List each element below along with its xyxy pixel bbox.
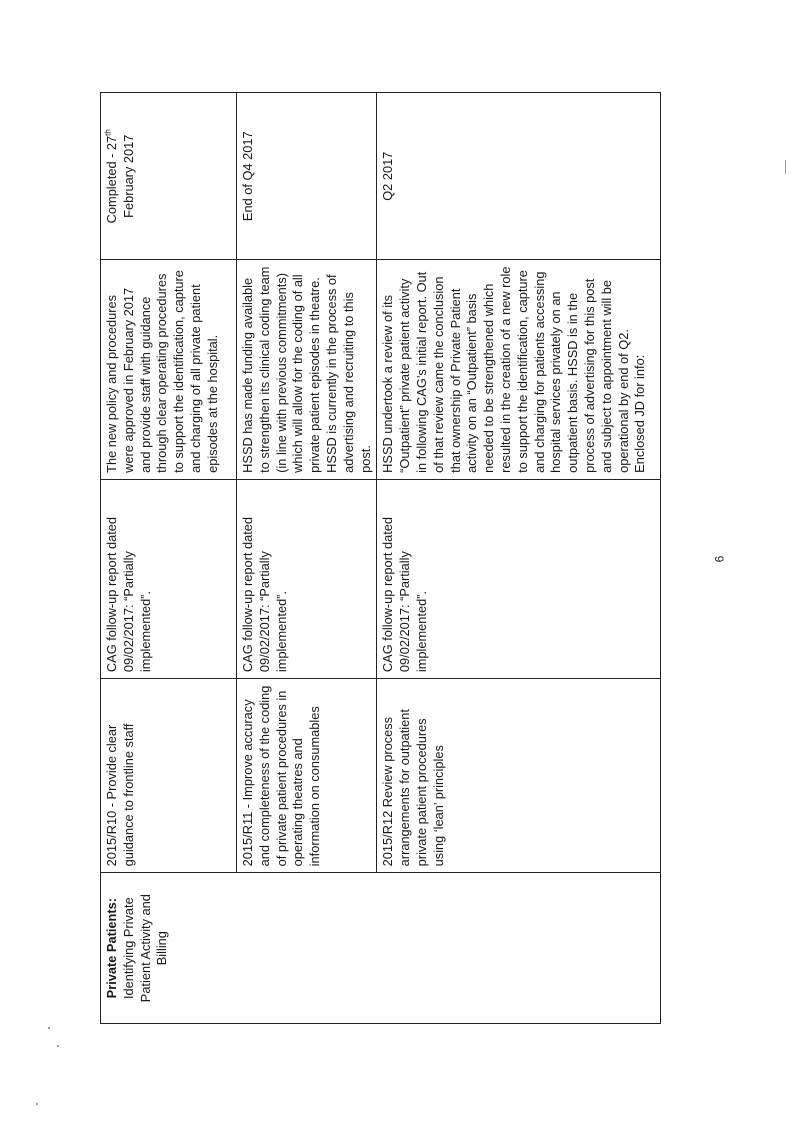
timescale-cell: End of Q4 2017 (237, 93, 377, 260)
update-cell (377, 260, 661, 479)
update-note: Enclosed JD for info: (632, 354, 648, 473)
page-number: 6 (712, 555, 727, 563)
table-row (101, 93, 237, 1024)
rotated-table-wrapper (100, 92, 656, 1024)
recommendations-table (100, 92, 661, 1024)
status-cell: CAG follow-up report dated 09/02/2017: “Partially implemented”. (237, 479, 377, 678)
status-cell: CAG follow-up report dated 09/02/2017: “Partially implemented”. (377, 479, 661, 678)
scan-speck (36, 1103, 38, 1105)
timescale-text-end: February 2017 (120, 134, 136, 218)
category-cell (101, 873, 661, 1024)
timescale-cell: Q2 2017 (377, 93, 661, 260)
recommendation-cell: 2015/R11 - Improve accuracy and completeness of the coding of private patient procedures in operating theatres and information on consumables (237, 679, 377, 873)
category-subtitle: Identifying Private Patient Activity and Billing (120, 894, 170, 1003)
update-cell: HSSD has made funding available to strengthen its clinical coding team (in line with previous commitments) which will allow for the coding of all private patient episodes in theatre. HSSD is currently in the process of advertising and recruiting to this post. (237, 260, 377, 479)
scan-speck (57, 1045, 59, 1047)
update-cell: The new policy and procedures were approved in February 2017 and provide staff with guidance through clear operating procedures to support the identification, capture and charging of all private patient episodes at the hospital. (101, 260, 237, 479)
status-cell: CAG follow-up report dated 09/02/2017: “Partially implemented”. (101, 479, 237, 678)
timescale-cell (101, 93, 237, 260)
category-title: Private Patients: (104, 898, 119, 999)
update-text: HSSD undertook a review of its “Outpatient” private patient activity in following CAG’s initial report. Out of that review came the conclusion that ownership of Private Patient activity on an “Outpatient” basis needed to be strengthened which resulted in the creation of a new role to support the identification, capture and charging for patients accessing hospital services privately on an outpatient basis. HSSD is in the process of advertising for this post and subject to appointment will be operational by end of Q2. (380, 266, 631, 473)
scan-speck (48, 1027, 50, 1029)
timescale-superscript: th (103, 129, 113, 136)
timescale-text: Completed - 27 (104, 135, 119, 224)
recommendation-cell: 2015/R12 Review process arrangements for outpatient private patient procedures using ‘lean’ principles (377, 679, 661, 873)
scan-mark (785, 160, 786, 174)
recommendation-cell: 2015/R10 - Provide clear guidance to frontline staff (101, 679, 237, 873)
